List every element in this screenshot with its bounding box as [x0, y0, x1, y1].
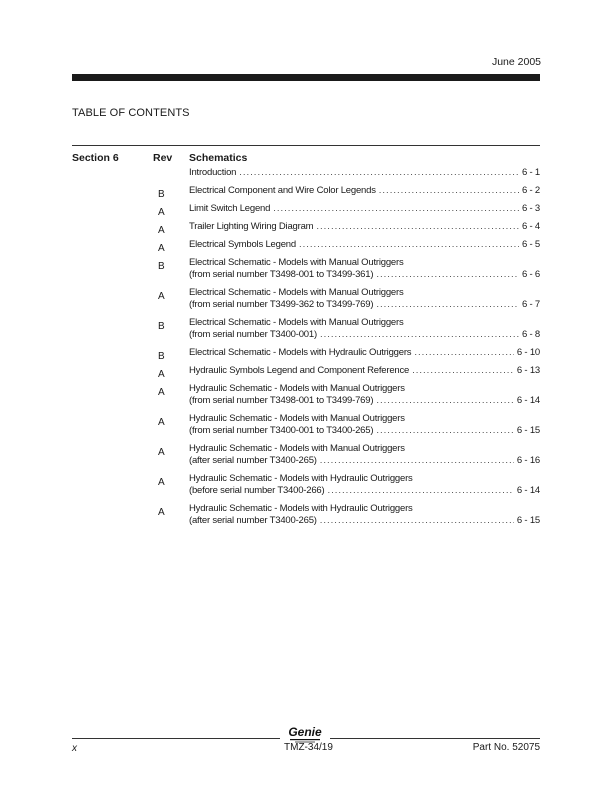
- dot-leader: [320, 515, 514, 527]
- dot-leader: [320, 329, 519, 341]
- toc-entry-page: 6 - 6: [521, 269, 540, 280]
- dot-leader: [299, 239, 519, 251]
- toc-entry-title: Electrical Schematic - Models with Hydraulic Outriggers: [189, 347, 412, 358]
- title-divider: [72, 145, 540, 146]
- toc-entry[interactable]: [0, 473, 612, 503]
- toc-entry-page: 6 - 2: [521, 185, 540, 196]
- model-number: TMZ-34/19: [284, 742, 333, 753]
- toc-entry-title: (from serial number T3498-001 to T3499-769): [189, 395, 374, 406]
- toc-entry-rev: A: [158, 243, 165, 254]
- toc-entry-page: 6 - 13: [516, 365, 540, 376]
- toc-entry-title: Electrical Schematic - Models with Manual Outriggers: [189, 287, 404, 298]
- toc-entry-title: (after serial number T3400-265): [189, 455, 317, 466]
- toc-entry[interactable]: [0, 317, 612, 347]
- toc-entry-title: Hydraulic Schematic - Models with Hydraulic Outriggers: [189, 473, 413, 484]
- dot-leader: [376, 299, 519, 311]
- toc-entry-title: Introduction: [189, 167, 237, 178]
- toc-entry-title: Electrical Component and Wire Color Legends: [189, 185, 376, 196]
- toc-entry-title: Hydraulic Symbols Legend and Component Reference: [189, 365, 410, 376]
- toc-entry-rev: A: [158, 369, 165, 380]
- dot-leader: [273, 203, 519, 215]
- toc-entry-page: 6 - 15: [516, 425, 540, 436]
- toc-entry-title: Electrical Symbols Legend: [189, 239, 296, 250]
- toc-entry-title: (from serial number T3400-001 to T3400-265): [189, 425, 374, 436]
- toc-entry-page: 6 - 7: [521, 299, 540, 310]
- dot-leader: [316, 221, 519, 233]
- toc-entry[interactable]: [0, 239, 612, 257]
- toc-entry-rev: A: [158, 417, 165, 428]
- toc-entry-title: Hydraulic Schematic - Models with Manual Outriggers: [189, 383, 405, 394]
- toc-entry-rev: B: [158, 261, 165, 272]
- rev-column-header: Rev: [153, 152, 173, 164]
- toc-entry-rev: A: [158, 225, 165, 236]
- toc-entry-page: 6 - 3: [521, 203, 540, 214]
- svg-text:Genie: Genie: [288, 725, 322, 739]
- toc-entry-rev: A: [158, 447, 165, 458]
- dot-leader: [376, 425, 514, 437]
- dot-leader: [376, 269, 519, 281]
- toc-entry[interactable]: [0, 413, 612, 443]
- toc-entry-rev: B: [158, 321, 165, 332]
- toc-entry[interactable]: [0, 503, 612, 533]
- toc-entry-title: Hydraulic Schematic - Models with Hydraulic Outriggers: [189, 503, 413, 514]
- part-number: Part No. 52075: [472, 742, 540, 753]
- toc-entry[interactable]: [0, 167, 612, 185]
- toc-entry[interactable]: [0, 221, 612, 239]
- toc-entry-title: (after serial number T3400-265): [189, 515, 317, 526]
- header-date: June 2005: [491, 56, 541, 68]
- dot-leader: [320, 455, 514, 467]
- dot-leader: [412, 365, 514, 377]
- toc-entry-title: (from serial number T3400-001): [189, 329, 317, 340]
- page-number: x: [72, 743, 77, 754]
- toc-entry-title: Trailer Lighting Wiring Diagram: [189, 221, 314, 232]
- toc-entry-title: Electrical Schematic - Models with Manual Outriggers: [189, 317, 404, 328]
- toc-entry[interactable]: [0, 203, 612, 221]
- toc-entry[interactable]: [0, 443, 612, 473]
- toc-entry-title: Hydraulic Schematic - Models with Manual Outriggers: [189, 413, 405, 424]
- toc-entry-rev: A: [158, 477, 165, 488]
- toc-entry-page: 6 - 14: [516, 485, 540, 496]
- dot-leader: [379, 185, 519, 197]
- toc-entry-title: Limit Switch Legend: [189, 203, 271, 214]
- toc-entry-page: 6 - 1: [521, 167, 540, 178]
- toc-entry-list: [0, 167, 612, 533]
- toc-entry-title: Hydraulic Schematic - Models with Manual Outriggers: [189, 443, 405, 454]
- toc-entry-page: 6 - 10: [516, 347, 540, 358]
- toc-entry-rev: B: [158, 351, 165, 362]
- dot-leader: [239, 167, 519, 179]
- page-title: TABLE OF CONTENTS: [72, 107, 190, 119]
- toc-entry-title: (before serial number T3400-266): [189, 485, 325, 496]
- footer-rule-right: [330, 738, 540, 739]
- toc-entry[interactable]: [0, 347, 612, 365]
- toc-entry-page: 6 - 16: [516, 455, 540, 466]
- toc-entry[interactable]: [0, 185, 612, 203]
- toc-entry-title: (from serial number T3499-362 to T3499-769): [189, 299, 374, 310]
- toc-entry-rev: A: [158, 207, 165, 218]
- toc-entry-rev: A: [158, 387, 165, 398]
- toc-entry-rev: A: [158, 507, 165, 518]
- toc-entry-page: 6 - 5: [521, 239, 540, 250]
- toc-entry-title: Electrical Schematic - Models with Manual Outriggers: [189, 257, 404, 268]
- toc-entry-rev: B: [158, 189, 165, 200]
- section-title: Schematics: [189, 152, 248, 164]
- toc-entry-page: 6 - 14: [516, 395, 540, 406]
- section-label: Section 6: [72, 152, 119, 164]
- toc-entry[interactable]: [0, 257, 612, 287]
- dot-leader: [327, 485, 513, 497]
- toc-entry-page: 6 - 15: [516, 515, 540, 526]
- toc-entry-page: 6 - 8: [521, 329, 540, 340]
- toc-entry[interactable]: [0, 365, 612, 383]
- header-rule: [72, 74, 540, 81]
- toc-entry[interactable]: [0, 287, 612, 317]
- footer-rule-left: [72, 738, 280, 739]
- toc-entry-rev: A: [158, 291, 165, 302]
- toc-entry[interactable]: [0, 383, 612, 413]
- toc-entry-page: 6 - 4: [521, 221, 540, 232]
- dot-leader: [414, 347, 514, 359]
- toc-entry-title: (from serial number T3498-001 to T3499-361): [189, 269, 374, 280]
- dot-leader: [376, 395, 514, 407]
